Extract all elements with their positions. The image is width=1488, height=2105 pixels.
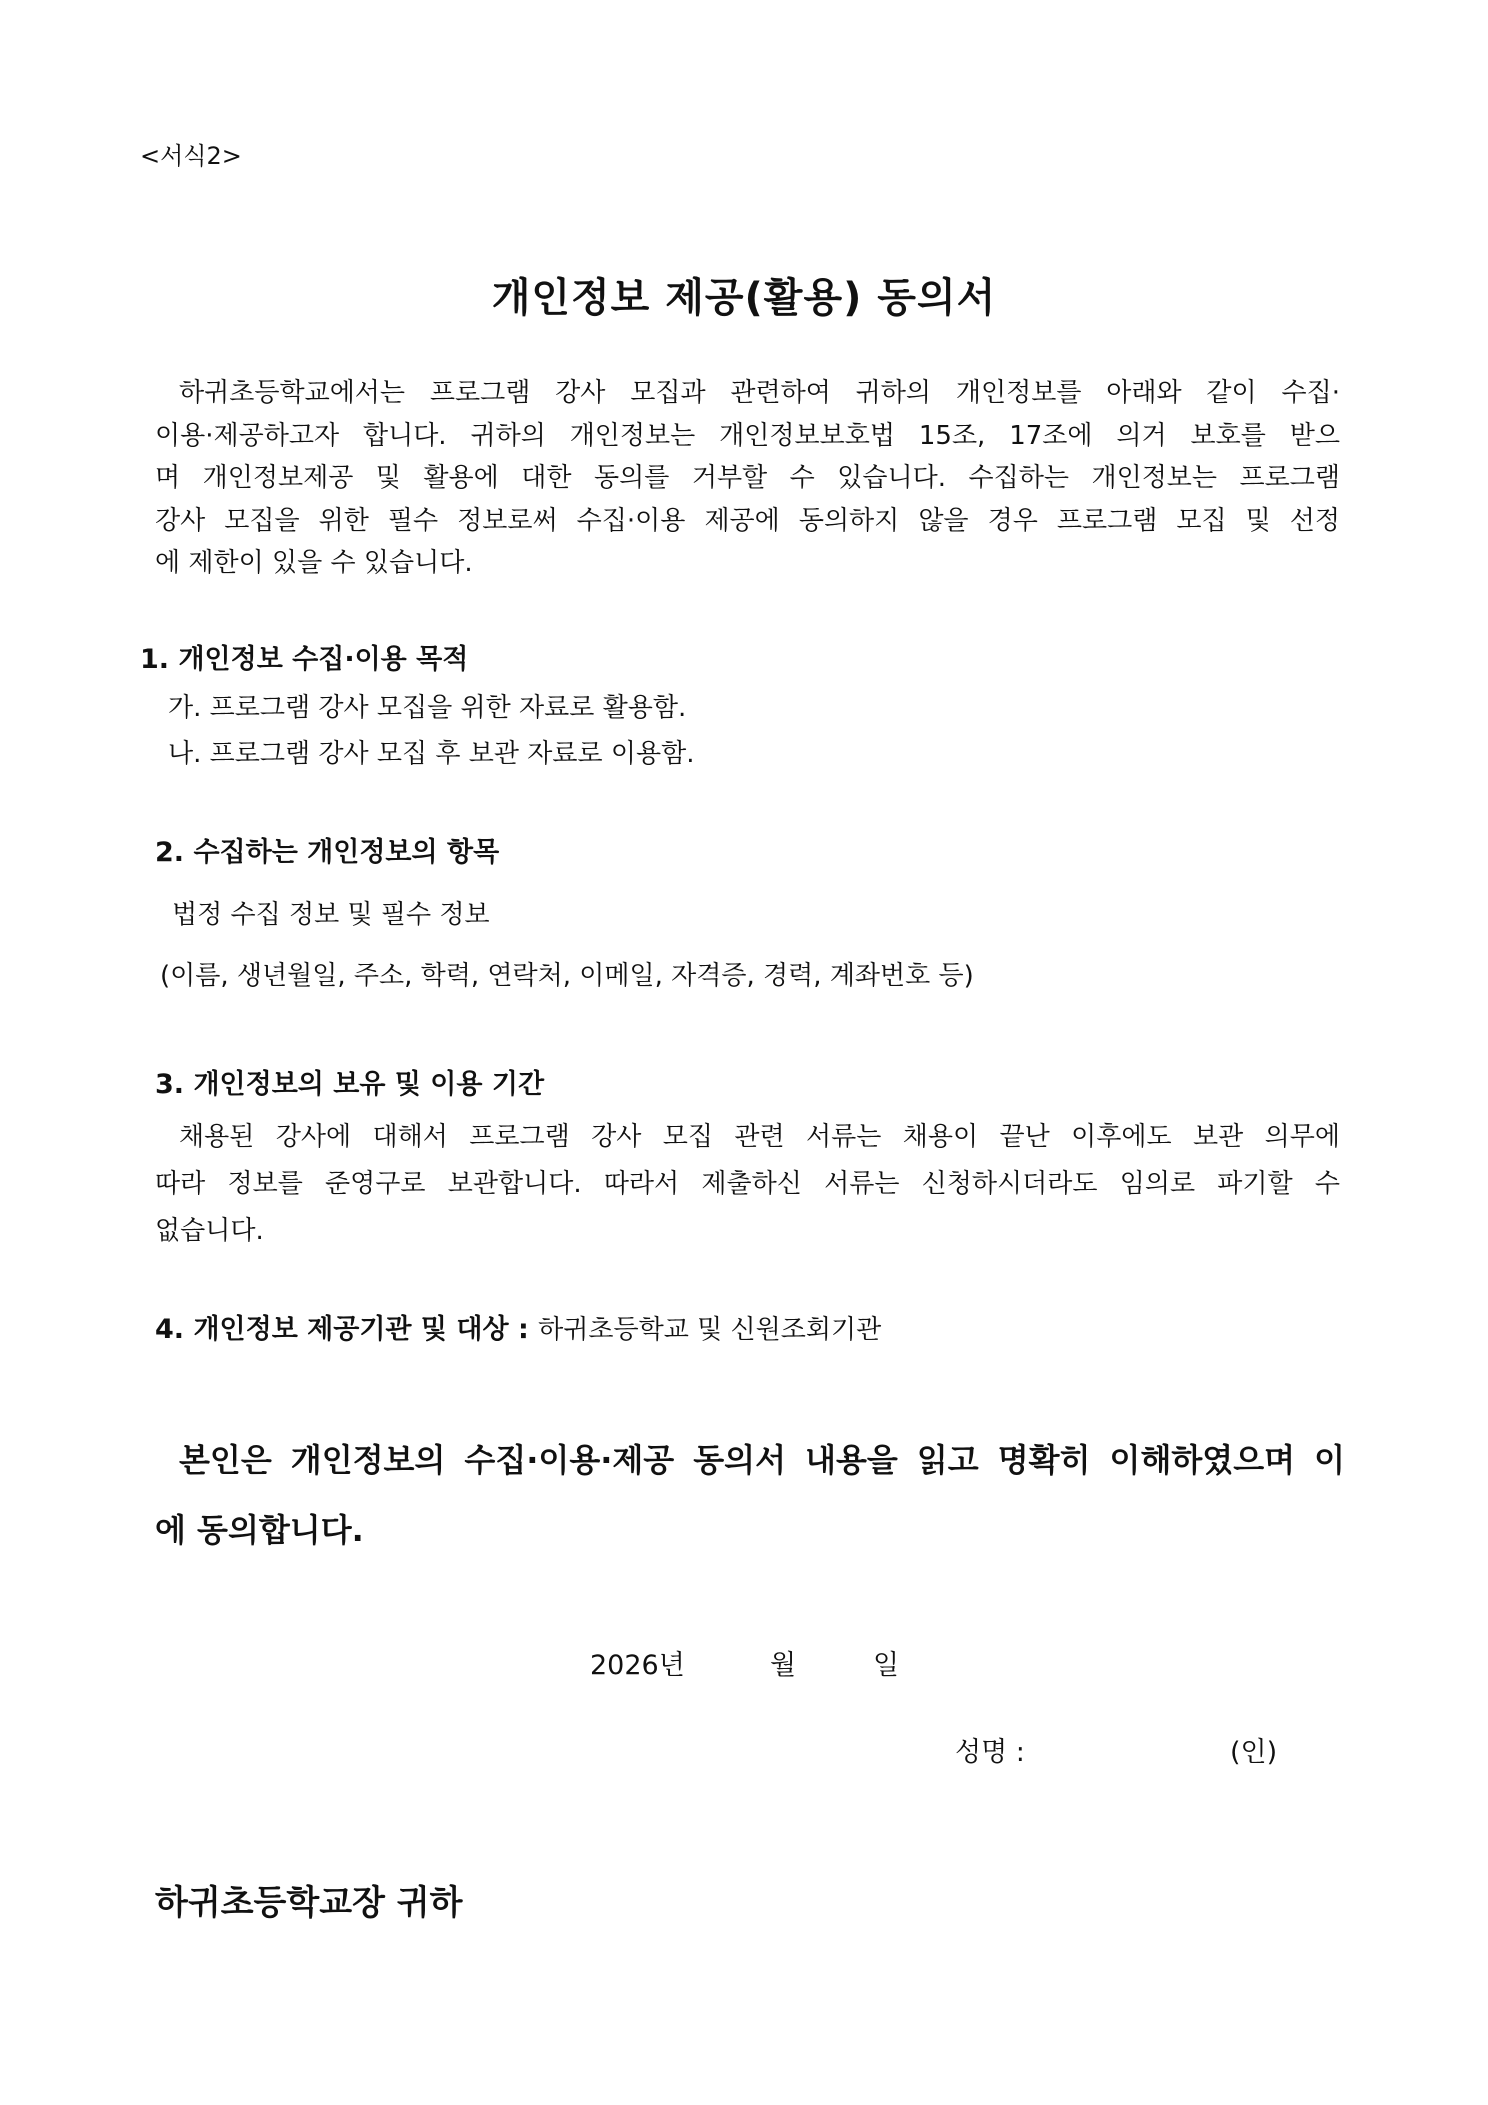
intro-line: 며 개인정보제공 및 활용에 대한 동의를 거부할 수 있습니다. 수집하는 개인정보는 프로그램 xyxy=(155,463,1340,493)
consent-statement xyxy=(155,1425,1345,1565)
seal-mark: (인) xyxy=(1230,1737,1278,1768)
intro-line: 강사 모집을 위한 필수 정보로써 수집·이용 제공에 동의하지 않을 경우 프로그램 모집 및 선정 xyxy=(155,505,1340,536)
section1-item-b: 나. 프로그램 강사 모집 후 보관 자료로 이용함. xyxy=(168,739,695,769)
date-day: 일 xyxy=(873,1650,900,1681)
section3-line: 채용된 강사에 대해서 프로그램 강사 모집 관련 서류는 채용이 끝난 이후에도 보관 의무에 xyxy=(179,1122,1340,1152)
section3-line: 따라 정보를 준영구로 보관합니다. 따라서 제출하신 서류는 신청하시더라도 임의로 파기할 수 xyxy=(155,1169,1340,1199)
date-year: 2026년 xyxy=(590,1650,685,1681)
section2-line2: (이름, 생년월일, 주소, 학력, 연락처, 이메일, 자격증, 경력, 계좌번호 등) xyxy=(160,961,974,991)
intro-line: 이용·제공하고자 합니다. 귀하의 개인정보는 개인정보보호법 15조, 17조에 의거 보호를 받으 xyxy=(155,420,1340,451)
section3-line: 없습니다. xyxy=(155,1216,264,1246)
section3-body xyxy=(155,1114,1340,1255)
section4-heading: 4. 개인정보 제공기관 및 대상 : xyxy=(155,1314,529,1345)
section4-value: 하귀초등학교 및 신원조회기관 xyxy=(538,1315,882,1345)
form-code: <서식2> xyxy=(140,142,242,170)
section2-line1: 법정 수집 정보 및 필수 정보 xyxy=(172,900,490,930)
consent-line: 본인은 개인정보의 수집·이용·제공 동의서 내용을 읽고 명확히 이해하였으며 이 xyxy=(179,1441,1345,1479)
signature-label: 성명 : xyxy=(955,1737,1025,1768)
date-month: 월 xyxy=(770,1650,797,1681)
intro-line: 에 제한이 있을 수 있습니다. xyxy=(155,548,473,578)
section1-heading: 1. 개인정보 수집·이용 목적 xyxy=(140,644,469,675)
intro-line: 하귀초등학교에서는 프로그램 강사 모집과 관련하여 귀하의 개인정보를 아래와 같이 수집· xyxy=(179,378,1340,408)
section4 xyxy=(155,1307,881,1346)
section2-heading: 2. 수집하는 개인정보의 항목 xyxy=(155,837,500,868)
addressee: 하귀초등학교장 귀하 xyxy=(155,1883,463,1923)
section1-item-a: 가. 프로그램 강사 모집을 위한 자료로 활용함. xyxy=(168,693,687,723)
consent-line: 에 동의합니다. xyxy=(155,1511,364,1549)
section3-heading: 3. 개인정보의 보유 및 이용 기간 xyxy=(155,1069,545,1100)
document-title: 개인정보 제공(활용) 동의서 xyxy=(491,275,997,321)
intro-paragraph xyxy=(155,372,1340,585)
